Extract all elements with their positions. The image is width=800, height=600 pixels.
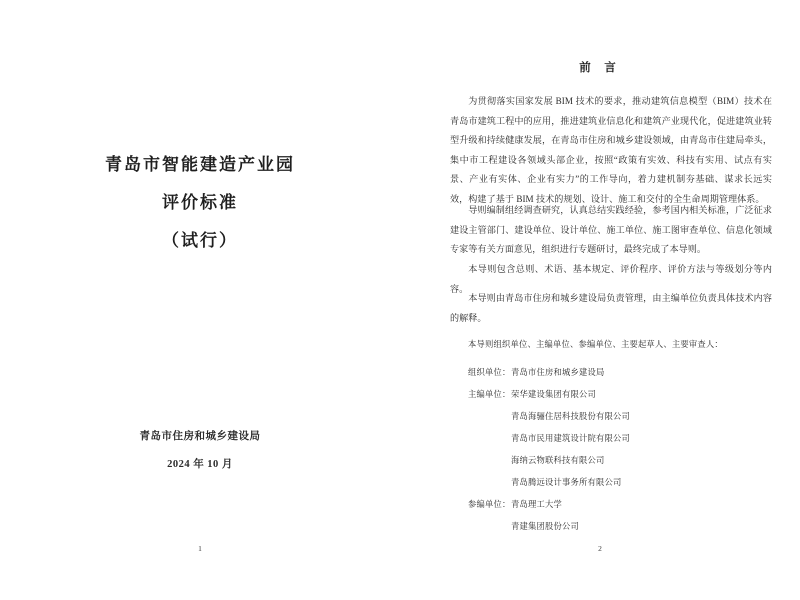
credit-label: 组织单位： <box>468 368 511 377</box>
page-number-right: 2 <box>598 544 602 553</box>
preface-paragraph: 导则编制组经调查研究，认真总结实践经验，参考国内相关标准，广泛征求建设主管部门、建设单位、设计单位、施工单位、施工图审查单位、信息化领域专家等有关方面意见，组织进行专题研讨，最终完成了本导则。 <box>450 205 772 254</box>
credit-label <box>468 410 511 432</box>
cover-title-line1: 青岛市智能建造产业园 <box>105 155 295 174</box>
credit-row <box>468 520 768 542</box>
credit-label: 主编单位： <box>468 390 511 399</box>
credit-row <box>468 454 768 476</box>
credits-intro: 本导则组织单位、主编单位、参编单位、主要起草人、主要审查人： <box>468 340 723 349</box>
credit-value: 青岛理工大学 <box>511 500 562 509</box>
preface-paragraph: 本导则由青岛市住房和城乡建设局负责管理，由主编单位负责具体技术内容的解释。 <box>450 293 772 323</box>
credit-label: 参编单位： <box>468 500 511 509</box>
cover-title-line3: （试行） <box>162 231 238 250</box>
credit-row <box>468 432 768 454</box>
cover-title-line2: 评价标准 <box>162 193 238 212</box>
credit-label <box>468 454 511 476</box>
credit-value: 青岛腾远设计事务所有限公司 <box>511 478 622 487</box>
credit-label <box>468 432 511 454</box>
cover-date: 2024 年 10 月 <box>167 459 233 470</box>
credit-row <box>468 410 768 432</box>
preface-paragraph: 本导则包含总则、术语、基本规定、评价程序、评价方法与等级划分等内容。 <box>450 264 772 294</box>
credit-label <box>468 476 511 498</box>
credit-value: 青岛市民用建筑设计院有限公司 <box>511 434 630 443</box>
credit-label <box>468 520 511 542</box>
credit-value: 青建集团股份公司 <box>511 522 579 531</box>
credits-list <box>468 366 768 542</box>
credit-row <box>468 388 768 410</box>
credit-row <box>468 476 768 498</box>
preface-paragraph: 为贯彻落实国家发展 BIM 技术的要求，推动建筑信息模型（BIM）技术在青岛市建筑工程中的应用，推进建筑业信息化和建筑产业现代化，促进建筑业转型升级和持续健康发展，在青岛市住房和城乡建设领域，由青岛市住建局牵头，集中市工程建设各领域头部企业，按照“政策有实效、科技有实用、试点有实景、产业有实体、企业有实力”的工作导向，着力建机制夯基础、谋求长远实效，构建了基于 BIM 技术的规划、设计、施工和交付的全生命周期管理体系。 <box>450 96 772 204</box>
credit-value: 青岛海骊住居科技股份有限公司 <box>511 412 630 421</box>
credit-value: 海纳云物联科技有限公司 <box>511 456 605 465</box>
cover-publisher: 青岛市住房和城乡建设局 <box>139 431 261 442</box>
credit-row <box>468 498 768 520</box>
credit-value: 青岛市住房和城乡建设局 <box>511 368 605 377</box>
credit-value: 荣华建设集团有限公司 <box>511 390 596 399</box>
page-number-left: 1 <box>198 544 202 553</box>
preface-heading: 前 言 <box>579 62 617 74</box>
credit-row <box>468 366 768 388</box>
